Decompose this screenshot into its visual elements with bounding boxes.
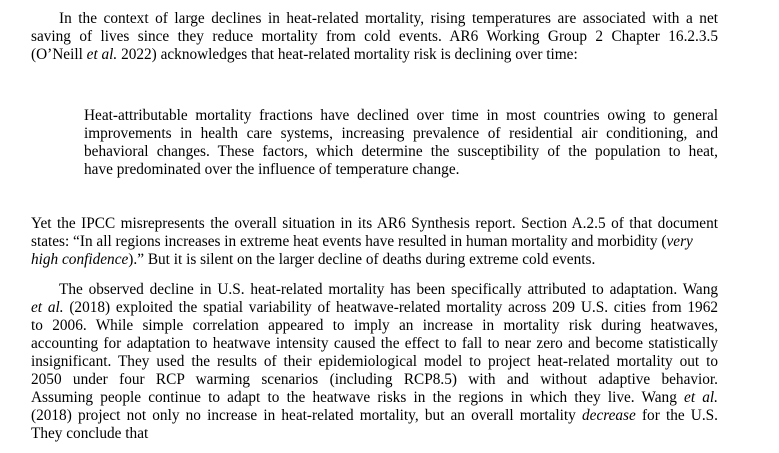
p1-line-2: saving of lives since they reduce mortality from cold events. AR6 Working Group 2 Chapter 16.2.3.5 (31, 28, 718, 45)
quote-line-2: improvements in health care systems, increasing prevalence of residential air conditioning, and (84, 125, 718, 142)
p3-line-7: Assuming people continue to adapt to the heatwave risks in the regions in which they live. Wang et al. (31, 389, 718, 406)
italic-et-al: et al. (86, 46, 118, 63)
p3-line-8: (2018) project not only no increase in heat-related mortality, but an overall mortality decrease for the U.S. (31, 407, 719, 424)
p2-line-1: Yet the IPCC misrepresents the overall situation in its AR6 Synthesis report. Section A.2.5 of that document (31, 215, 718, 232)
p3-line-2: et al. (2018) exploited the spatial variability of heatwave-related mortality across 209 U.S. cities from 1962 (31, 299, 718, 316)
p3-line-9: They conclude that (31, 425, 149, 442)
p3-line-4: accounting for adaptation to heatwave intensity caused the effect to fall to near zero and become statistically (31, 335, 718, 352)
p3-line-1: The observed decline in U.S. heat-related mortality has been specifically attributed to adaptation. Wang (59, 281, 718, 298)
p3-line-5: insignificant. They used the results of their epidemiological model to project heat-related mortality out to (31, 353, 718, 370)
quote-line-4: have predominated over the influence of temperature change. (84, 161, 460, 178)
p1-line-1: In the context of large declines in heat-related mortality, rising temperatures are associated with a net (59, 10, 718, 27)
p3-line-3: to 2006. While simple correlation appeared to imply an increase in mortality risk during heatwaves, (31, 317, 718, 334)
p2-line-2: states: “In all regions increases in extreme heat events have resulted in human mortality and morbidity (very (31, 233, 693, 250)
quote-line-1: Heat-attributable mortality fractions have declined over time in most countries owing to general (84, 107, 718, 124)
p1-line-3: (O’Neill et al. 2022) acknowledges that heat-related mortality risk is declining over time: (31, 46, 578, 63)
quote-line-3: behavioral changes. These factors, which determine the susceptibility of the population to heat, (84, 143, 718, 160)
p3-line-6: 2050 under four RCP warming scenarios (including RCP8.5) with and without adaptive behavior. (31, 371, 718, 388)
p2-line-3: high confidence).” But it is silent on the larger decline of deaths during extreme cold events. (31, 251, 596, 268)
